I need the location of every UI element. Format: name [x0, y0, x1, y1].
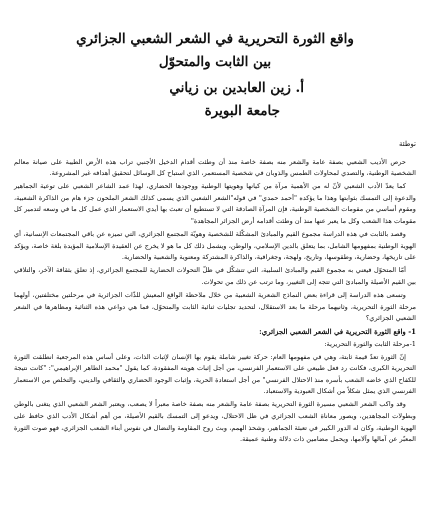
section-heading: 1- واقع الثورة التحريرية في الشعر الشعبي الجزائري:: [259, 327, 416, 337]
paragraph: حرص الأديب الشعبي بصفة عامة والشعر منه بصفة خاصة منذ أن وطئت أقدام الدخيل الأجنبي تراب هذه الأرض الطيبة على صيانة معالم الشخصية الوطنية، والتصدي لمحاولات الطمس والذوبان في شخصية المستعمر، الذي استباح كل الوسائل لتحقيق أهدافه غير المشروعة.: [14, 157, 416, 178]
paragraph: وتسعى هذه الدراسة إلى قراءة بعض النماذج الشعرية الشعبية من خلال ملاحظة الواقع المعيش للذّات الجزائرية في مرحلتين مختلفتين، أولهما مرحلة الثورة التحريرية، وثانيهما مرحلة ما بعد الاستقلال، لتحديد تجليات ثنائية الثابت والمتحوّل، فما هي دواعي هذه الثنائية ومظاهرها في الشعر الشعبي الجزائري؟: [14, 291, 416, 323]
subsection-heading: 1-مرحلة الثابت والثورة التحريرية:: [324, 340, 416, 348]
paragraph: إنّ الثورة تعدّ قيمة ثابتة، وهي في مفهومها العام: حركة تغيير شاملة يقوم بها الإنسان لإثبات الذات، وعلى أساس هذه المرجعية انطلقت الثورة التحريرية الكبرى، فكانت رد فعل طبيعي على الاستعمار الفرنسي، من أجل إثبات هويته المفقودة، كما يقول "محمد الطاهر الإبراهيمي": "كانت نتيجة للكفاح الذي خاضه الشعب بأسره منذ الاحتلال الفرنسي" من أجل استعادة الحرية، وإثبات الوجود الحضاري والثقافي والديني، والتخلص من الاستعمار الفرنسي الذي يمثل شكلاً من أشكال العبودية والاستعباد.: [14, 352, 416, 396]
document-title: واقع الثورة التحريرية في الشعر الشعبي الجزائري: [76, 31, 354, 47]
paragraph: وقصد بالثابت في هذه الدراسة مجموع القيم والمبادئ المشكّلة للشخصية وهويّة المجتمع الجزائري، التي تميزه عن باقي المجتمعات الإنسانية، أي الهوية الوطنية بمفهومها الشامل، بما يتعلق بالدين الإسلامي، والوطن، ويشمل ذلك كل ما هو لا يخرج عن العقيدة الإسلامية المؤيدة بلغة خاصة، ويؤكد على تاريخها، وحضارية، وطقوسها، وتاريخ، ولهجة، وجغرافية، والذاكرة المشتركة ومعنوية والشعبية والحضارية.: [14, 230, 416, 262]
intro-heading: توطئة: [398, 140, 416, 148]
author-affiliation: جامعة البويرة: [204, 103, 280, 119]
document-body: [14, 139, 416, 446]
document-subtitle: بين الثابت والمتحوّل: [158, 54, 272, 70]
paragraph: أمّا المتحوّل فيعني به مجموع القيم والمبادئ السلبية، التي تتشكّل في ظلّ التحولات الحضارية للمجتمع الجزائري، إذ تعلق بثقافة الآخر، والتلاقي بين القيم الأصيلة والمبادئ التي تتجه إلى التغيير، وما ترتب عن ذلك من تحولات.: [14, 266, 416, 287]
paragraph: كما يعدّ الأدب الشعبي لأنّ له من الأهمية مرآة من كيانها وهويتها الوطنية ووجودها الحضاري، لهذا عمد الشاعر الشعبي على توعية الجماهير والدعوة إلى التمسك بثوابتها وهذا ما يؤكده "أحمد حمدي" في قوله"الشعر الشعبي الذي يسمى كذلك الشعر الملحون جزء هام من الذاكرة الشعبية، ومقوم أساسي من مقومات الشخصية الوطنية، فإن المرآة الصادقة التي لا تستطيع أن تعبث بها أيدي الاستعمار الذي عمل كل ما في وسعه لتدمير كل مقومات هذا الشعب وكل ما يعبر عنها منذ أن وطئت أقدامه أرض الجزائر المجاهدة": [14, 182, 416, 226]
paragraph: وقد واكب الشعر الشعبي مسيرة الثورة التحريرية بصفة عامة والشعر منه بصفة خاصة معبراً لا يصعب، ويعتبر الشعر الشعبي الذي يتغنى بالوطن وبطولات المجاهدين، ويصور معاناة الشعب الجزائري في ظل الاحتلال، ويدعو إلى التمسك بالقيم الأصيلة، من أهم أشكال الأدب الذي حافظ على الهوية الوطنية، وكان له الدور الكبير في تعبئة الجماهير، وشحذ الهمم، وبث روح المقاومة والنضال في نفوس أبناء الشعب الجزائري، فهو صوت الثورة المعبّر عن آمالها وآلامها، ويحمل مضامين ذات دلالة وطنية عميقة.: [14, 400, 416, 444]
author-name: أ. زين العابدين بن زياني: [169, 80, 304, 96]
